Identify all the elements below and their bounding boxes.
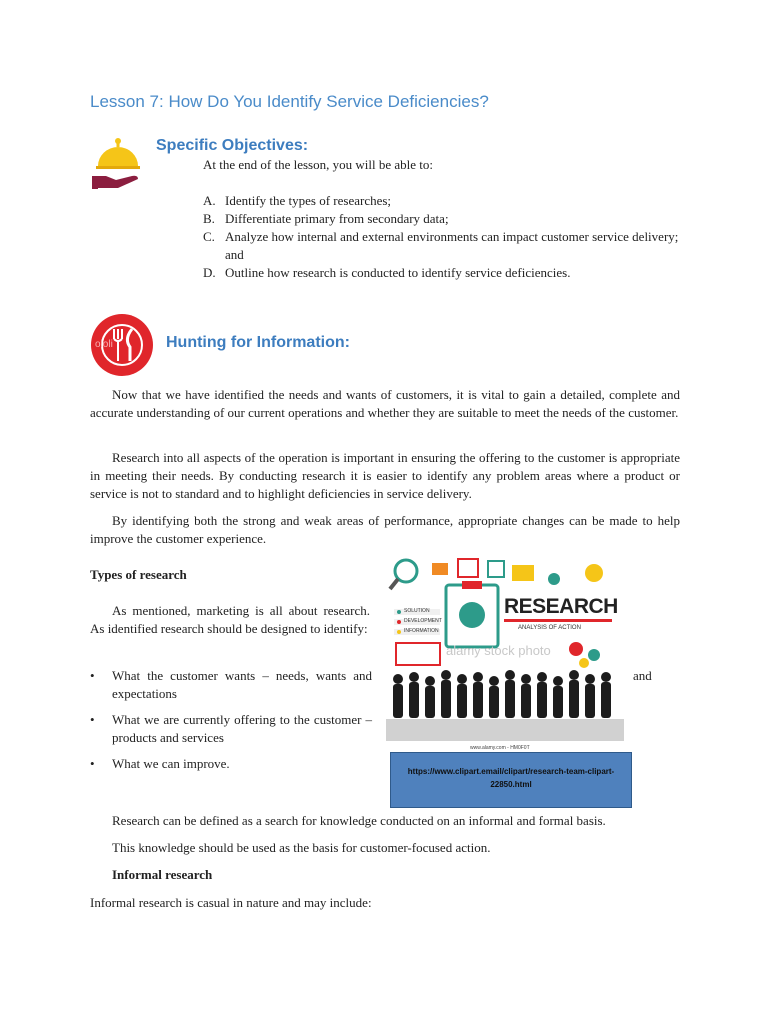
hunting-heading: Hunting for Information:	[166, 334, 350, 351]
objectives-intro: At the end of the lesson, you will be able to:	[203, 157, 433, 172]
objectives-heading: Specific Objectives:	[156, 137, 309, 154]
tag-solution: SOLUTION	[404, 608, 430, 614]
hunting-paragraph-1: Now that we have identified the needs and wants of customers, it is vital to gain a detailed, complete and accurate understanding of our current operations and whether they are suitable to meet the needs of the customer.	[90, 387, 680, 420]
caption-link[interactable]: https://www.clipart.email/clipart/research-team-clipart-22850.html	[407, 767, 615, 789]
tag-development: DEVELOPMENT	[404, 618, 442, 624]
icon-overlay-text: ololi	[95, 339, 113, 350]
list-item: A. Identify the types of researches;	[203, 193, 392, 208]
research-illustration	[386, 551, 624, 753]
image-credit: www.alamy.com - HM0F0T	[470, 745, 530, 751]
lesson-title: Lesson 7: How Do You Identify Service Deficiencies?	[90, 92, 489, 111]
list-item: C. Analyze how internal and external environments can impact customer service delivery; and	[203, 229, 679, 262]
list-item: B. Differentiate primary from secondary data;	[203, 211, 449, 226]
list-item: • What the customer wants – needs, wants and expectations	[90, 668, 372, 701]
trailing-and: and	[633, 668, 652, 683]
types-heading: Types of research	[90, 567, 187, 582]
closing-paragraph-1: Research can be defined as a search for knowledge conducted on an informal and formal basis.	[112, 813, 606, 828]
list-item: D. Outline how research is conducted to identify service deficiencies.	[203, 265, 571, 280]
hunting-paragraph-3: By identifying both the strong and weak areas of performance, appropriate changes can be made to help improve the customer experience.	[90, 513, 680, 546]
closing-paragraph-2: This knowledge should be used as the basis for customer-focused action.	[112, 840, 491, 855]
tag-information: INFORMATION	[404, 628, 439, 634]
list-item: • What we are currently offering to the customer – products and services	[90, 712, 372, 745]
fork-knife-icon	[90, 313, 154, 377]
closing-paragraph-3: Informal research is casual in nature and may include:	[90, 895, 372, 910]
types-intro: As mentioned, marketing is all about research. As identified research should be designed to identify:	[90, 603, 370, 636]
hunting-paragraph-2: Research into all aspects of the operation is important in ensuring the offering to the customer is appropriate in meeting their needs. By conducting research it is easier to identify any problem areas where a product or service is not to standard and to highlight deficiencies in service delivery.	[90, 450, 680, 501]
informal-research-heading: Informal research	[112, 867, 213, 882]
research-subtitle: ANALYSIS OF ACTION	[518, 625, 581, 631]
list-item: • What we can improve.	[90, 756, 230, 771]
objectives-list	[203, 192, 683, 282]
cloche-hand-icon	[92, 136, 144, 192]
watermark: alamy stock photo	[446, 643, 551, 658]
research-banner: RESEARCH	[504, 595, 618, 618]
image-caption	[390, 752, 632, 808]
types-bullet-list	[90, 667, 372, 781]
